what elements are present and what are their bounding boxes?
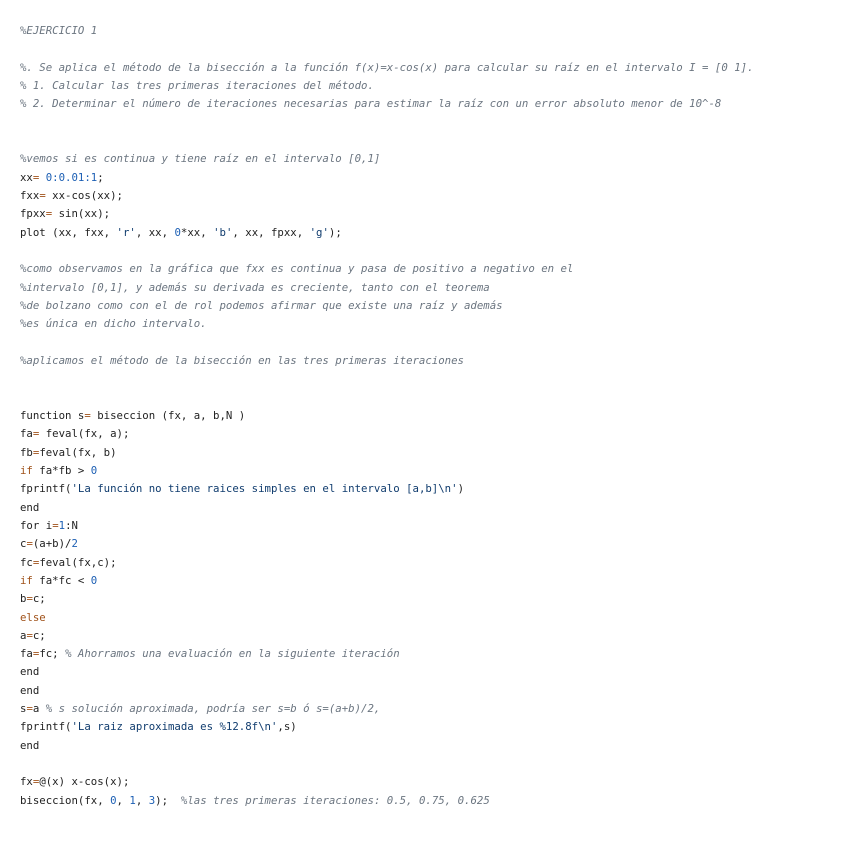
code-text: ,s) bbox=[277, 720, 297, 734]
code-operator: = bbox=[32, 170, 40, 184]
code-line bbox=[20, 297, 754, 315]
code-number: 0 bbox=[174, 225, 181, 239]
code-keyword: if bbox=[20, 573, 33, 587]
code-operator: = bbox=[39, 188, 46, 202]
code-line bbox=[20, 407, 754, 425]
code-line bbox=[20, 224, 754, 242]
code-text: fprintf( bbox=[20, 482, 72, 496]
code-text: fb bbox=[20, 445, 33, 459]
code-text: a bbox=[32, 702, 46, 716]
code-text: end bbox=[20, 738, 40, 752]
code-text: fa*fb > bbox=[32, 463, 91, 477]
code-keyword: else bbox=[20, 610, 46, 624]
code-line bbox=[20, 132, 754, 150]
code-operator: = bbox=[32, 555, 40, 569]
code-number: 1 bbox=[129, 793, 136, 807]
code-line bbox=[20, 95, 754, 113]
code-comment: % 1. Calcular las tres primeras iteraciones del método. bbox=[20, 78, 374, 92]
code-text: fa*fc < bbox=[32, 573, 91, 587]
code-text: fpxx bbox=[20, 207, 46, 221]
code-text: for i bbox=[20, 518, 53, 532]
code-text: plot (xx, fxx, bbox=[20, 225, 117, 239]
code-comment: % 2. Determinar el número de iteraciones necesarias para estimar la raíz con un error absoluto menor de 10^-8 bbox=[20, 97, 722, 111]
code-operator: = bbox=[32, 647, 40, 661]
code-text: c; bbox=[32, 592, 46, 606]
code-text: ); bbox=[328, 225, 342, 239]
code-text: *xx, bbox=[180, 225, 214, 239]
code-text: @(x) x-cos(x); bbox=[39, 775, 130, 789]
code-line bbox=[20, 792, 754, 810]
code-text: sin(xx); bbox=[52, 207, 111, 221]
code-operator: = bbox=[26, 702, 33, 716]
code-text: c; bbox=[32, 628, 46, 642]
code-line bbox=[20, 205, 754, 223]
code-line bbox=[20, 187, 754, 205]
code-line bbox=[20, 773, 754, 791]
code-text: fc bbox=[20, 555, 33, 569]
code-number: 0:0.01:1 bbox=[45, 170, 98, 184]
code-number: 1 bbox=[58, 518, 66, 532]
code-text: fxx bbox=[20, 188, 40, 202]
code-comment: %intervalo [0,1], y además su derivada es creciente, tanto con el teorema bbox=[20, 280, 490, 294]
code-line bbox=[20, 572, 754, 590]
code-line bbox=[20, 627, 754, 645]
code-line bbox=[20, 444, 754, 462]
code-number: 2 bbox=[71, 537, 78, 551]
code-text: fx bbox=[20, 775, 33, 789]
code-line bbox=[20, 737, 754, 755]
code-line bbox=[20, 352, 754, 370]
code-operator: = bbox=[32, 445, 40, 459]
code-line bbox=[20, 718, 754, 736]
code-line bbox=[20, 370, 754, 388]
code-operator: = bbox=[32, 427, 40, 441]
code-operator: = bbox=[84, 408, 91, 422]
code-line bbox=[20, 260, 754, 278]
code-line bbox=[20, 590, 754, 608]
code-text: feval(fx, b) bbox=[39, 445, 117, 459]
code-text: fa bbox=[20, 427, 33, 441]
code-number: 0 bbox=[110, 793, 117, 807]
code-operator: = bbox=[26, 628, 33, 642]
code-string: 'La raiz aproximada es %12.8f\n' bbox=[71, 720, 278, 734]
code-string: 'g' bbox=[309, 225, 329, 239]
code-comment: %vemos si es continua y tiene raíz en el intervalo [0,1] bbox=[20, 152, 381, 166]
code-text: (a+b)/ bbox=[32, 537, 72, 551]
code-operator: = bbox=[26, 592, 33, 606]
code-comment: % Ahorramos una evaluación en la siguiente iteración bbox=[65, 647, 400, 661]
code-operator: = bbox=[52, 518, 59, 532]
code-comment: %de bolzano como con el de rol podemos afirmar que existe una raíz y además bbox=[20, 298, 503, 312]
code-text: xx bbox=[20, 170, 33, 184]
code-editor[interactable] bbox=[20, 22, 754, 810]
code-comment: %es única en dicho intervalo. bbox=[20, 317, 207, 331]
code-line bbox=[20, 682, 754, 700]
code-text: end bbox=[20, 683, 40, 697]
code-line bbox=[20, 150, 754, 168]
code-line bbox=[20, 700, 754, 718]
code-string: 'r' bbox=[116, 225, 136, 239]
code-line bbox=[20, 425, 754, 443]
code-operator: = bbox=[26, 537, 33, 551]
code-line bbox=[20, 517, 754, 535]
code-text: function s bbox=[20, 408, 85, 422]
code-text: , xx, bbox=[135, 225, 175, 239]
code-text: end bbox=[20, 665, 40, 679]
code-text: ; bbox=[97, 170, 104, 184]
code-text: ); bbox=[155, 793, 181, 807]
code-text: fa bbox=[20, 647, 33, 661]
code-line bbox=[20, 480, 754, 498]
code-line bbox=[20, 609, 754, 627]
code-text: feval(fx, a); bbox=[39, 427, 130, 441]
code-text: fc; bbox=[39, 647, 66, 661]
code-text: s bbox=[20, 702, 27, 716]
code-text: , bbox=[135, 793, 149, 807]
code-line bbox=[20, 279, 754, 297]
code-line bbox=[20, 22, 754, 40]
code-text: fprintf( bbox=[20, 720, 72, 734]
code-line bbox=[20, 389, 754, 407]
code-line bbox=[20, 535, 754, 553]
code-line bbox=[20, 334, 754, 352]
code-comment: %las tres primeras iteraciones: 0.5, 0.75, 0.625 bbox=[180, 793, 490, 807]
code-operator: = bbox=[32, 775, 40, 789]
code-number: 0 bbox=[90, 573, 98, 587]
code-text: a bbox=[20, 628, 27, 642]
code-line bbox=[20, 462, 754, 480]
code-line bbox=[20, 242, 754, 260]
code-text: feval(fx,c); bbox=[39, 555, 117, 569]
code-text: c bbox=[20, 537, 27, 551]
code-text: b bbox=[20, 592, 27, 606]
code-text: biseccion(fx, bbox=[20, 793, 111, 807]
code-text: , bbox=[116, 793, 130, 807]
code-comment: %. Se aplica el método de la bisección a la función f(x)=x-cos(x) para calcular su raíz en el intervalo I = [0 1]. bbox=[20, 60, 754, 74]
code-comment: % s solución aproximada, podría ser s=b ó s=(a+b)/2, bbox=[45, 702, 381, 716]
code-number: 0 bbox=[90, 463, 98, 477]
code-comment: %aplicamos el método de la bisección en las tres primeras iteraciones bbox=[20, 353, 464, 367]
code-text: biseccion (fx, a, b,N ) bbox=[90, 408, 246, 422]
code-keyword: if bbox=[20, 463, 33, 477]
code-comment: %EJERCICIO 1 bbox=[20, 24, 98, 37]
code-text: , xx, fpxx, bbox=[232, 225, 310, 239]
code-number: 3 bbox=[148, 793, 156, 807]
code-text: xx-cos(xx); bbox=[45, 188, 123, 202]
code-line bbox=[20, 77, 754, 95]
code-line bbox=[20, 499, 754, 517]
code-string: 'La función no tiene raices simples en el intervalo [a,b]\n' bbox=[71, 482, 458, 496]
code-line bbox=[20, 114, 754, 132]
code-line bbox=[20, 663, 754, 681]
code-line bbox=[20, 755, 754, 773]
code-line bbox=[20, 315, 754, 333]
code-text: end bbox=[20, 500, 40, 514]
code-line bbox=[20, 645, 754, 663]
code-text: :N bbox=[65, 518, 78, 532]
code-line bbox=[20, 59, 754, 77]
code-line bbox=[20, 40, 754, 58]
code-operator: = bbox=[45, 207, 53, 221]
code-line bbox=[20, 169, 754, 187]
code-text: ) bbox=[457, 482, 464, 496]
code-string: 'b' bbox=[213, 225, 233, 239]
code-comment: %como observamos en la gráfica que fxx es continua y pasa de positivo a negativo en el bbox=[20, 262, 574, 276]
code-line bbox=[20, 554, 754, 572]
